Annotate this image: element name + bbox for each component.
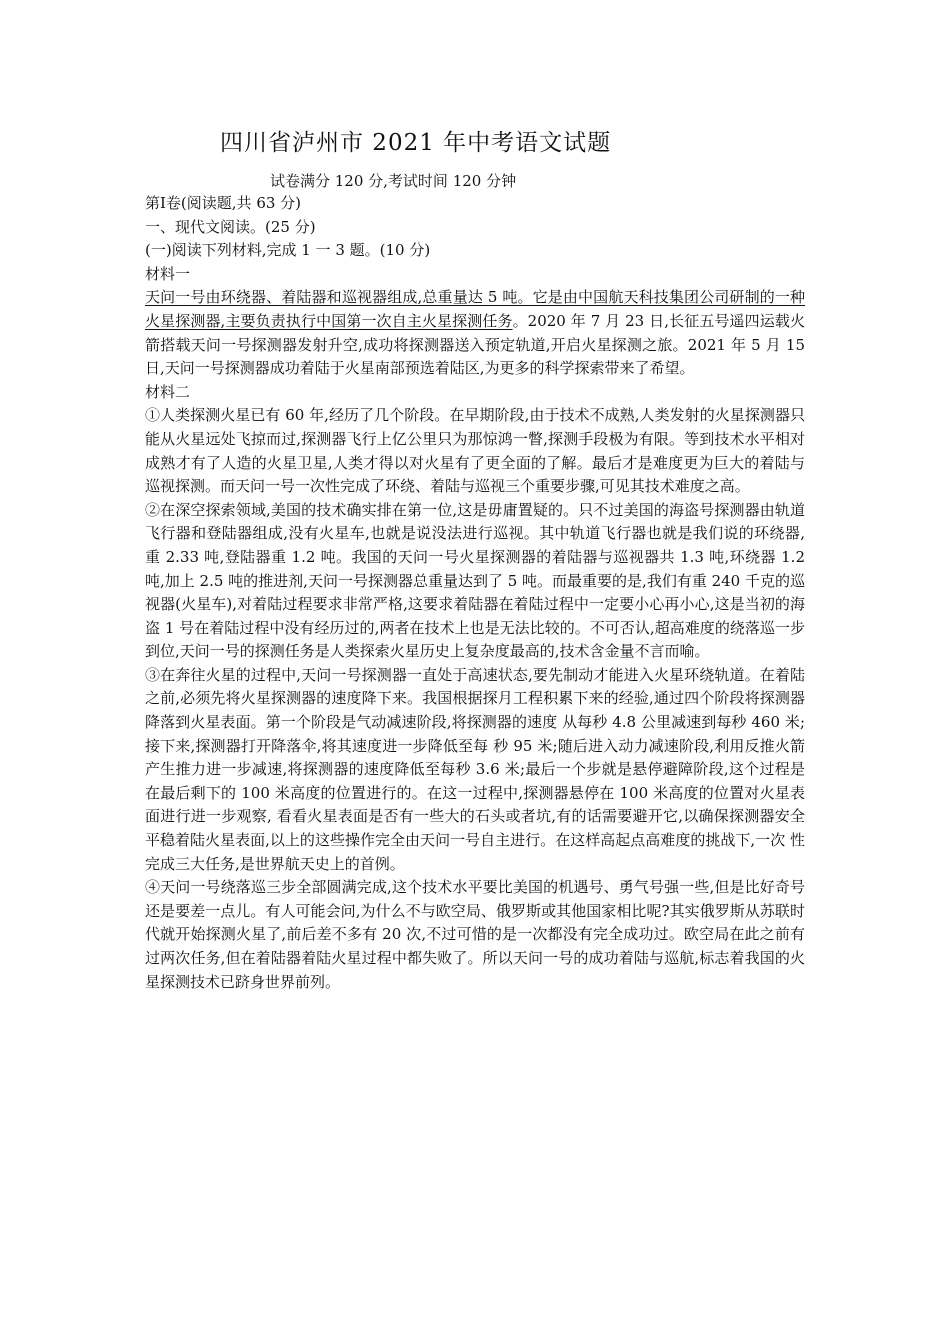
part-heading: 第Ⅰ卷(阅读题,共 63 分) — [145, 194, 302, 212]
exam-title: 四川省泸州市 2021 年中考语文试题 — [220, 130, 612, 156]
material2-paragraph-2: ②在深空探索领域,美国的技术确实排在第一位,这是毋庸置疑的。只不过美国的海盗号探测器由轨道飞行器和登陆器组成,没有火星车,也就是说没法进行巡视。其中轨道飞行器也就是我们说的环绕器, 重 2.33 吨,登陆器重 1.2 吨。我国的天问一号火星探测器的着陆器与巡视器共 1.3 吨,环绕器 1.2 吨,加上 2.5 吨的推进剂,天问一号探测器总重量达到了 5 吨。而最重要的是,我们有重 240 千克的巡视器(火星车),对着陆过程要求非常严格,这要求着陆器在着陆过程中一定要小心再小心,这是当初的海盗 1 号在着陆过程中没有经历过的,两者在技术上也是无法比较的。不可否认,超高难度的绕落巡一步到位,天问一号的探测任务是人类探索火星历史上复杂度最高的,技术含金量不言而喻。 — [145, 500, 805, 661]
subsection-heading: (一)阅读下列材料,完成 1 一 3 题。(10 分) — [145, 241, 431, 260]
exam-subtitle: 试卷满分 120 分,考试时间 120 分钟 — [270, 172, 517, 190]
exam-body — [145, 192, 805, 994]
material2-paragraph-4: ④天问一号绕落巡三步全部圆满完成,这个技术水平要比美国的机遇号、勇气号强一些,但是比好奇号还是要差一点儿。有人可能会问,为什么不与欧空局、俄罗斯或其他国家相比呢?其实俄罗斯从苏联时代就开始探测火星了,前后差不多有 20 次,不过可惜的是一次都没有完全成功过。欧空局在此之前有过两次任务,但在着陆器着陆火星过程中都失败了。所以天问一号的成功着陆与巡航,标志着我国的火星探测技术已跻身世界前列。 — [145, 878, 805, 991]
material2-label: 材料二 — [145, 382, 191, 401]
material2-paragraph-3: ③在奔往火星的过程中,天问一号探测器一直处于高速状态,要先制动才能进入火星环绕轨道。在着陆之前,必须先将火星探测器的速度降下来。我国根据探月工程积累下来的经验,通过四个阶段将探测器降落到火星表面。第一个阶段是气动减速阶段,将探测器的速度 从每秒 4.8 公里减速到每秒 460 米;接下来,探测器打开降落伞,将其速度进一步降低至每 秒 95 米;随后进入动力减速阶段,利用反推火箭产生推力进一步减速,将探测器的速度降低至每秒 3.6 米;最后一个步就是悬停避障阶段,这个过程是在最后剩下的 100 米高度的位置进行的。在这一过程中,探测器悬停在 100 米高度的位置对火星表面进行进一步观察, 看看火星表面是否有一些大的石头或者坑,有的话需要避开它,以确保探测器安全平稳着陆火星表面,以上的这些操作完全由天问一号自主进行。在这样高起点高难度的挑战下,一次 性完成三大任务,是世界航天史上的首例。 — [145, 665, 805, 873]
material1-rest-text: 。2020 年 7 月 23 日,长征五号遥四运载火箭搭载天问一号探测器发射升空,成功将探测器送入预定轨道,开启火星探测之旅。2021 年 5 月 15 日,天问一号探测器成功着陆于火星南部预选着陆区,为更多的科学探索带来了希望。 — [145, 311, 805, 378]
material1-underlined-text: 天问一号由环绕器、着陆器和巡视器组成,总重量达 5 吨。它是由中国航天科技集团公司研制的一种火星探测器,主要负责执行中国第一次自主火星探测任务 — [145, 288, 805, 330]
material2-paragraph-1: ①人类探测火星已有 60 年,经历了几个阶段。在早期阶段,由于技术不成熟,人类发射的火星探测器只能从火星远处飞掠而过,探测器飞行上亿公里只为那惊鸿一瞥,探测手段极为有限。等到技术水平相对成熟才有了人造的火星卫星,人类才得以对火星有了更全面的了解。最后才是难度更为巨大的着陆与巡视探测。而天问一号一次性完成了环绕、着陆与巡视三个重要步骤,可见其技术难度之高。 — [145, 406, 805, 496]
material1-paragraph — [145, 286, 805, 380]
section-heading: 一、现代文阅读。(25 分) — [145, 217, 316, 236]
material1-label: 材料一 — [145, 264, 191, 283]
